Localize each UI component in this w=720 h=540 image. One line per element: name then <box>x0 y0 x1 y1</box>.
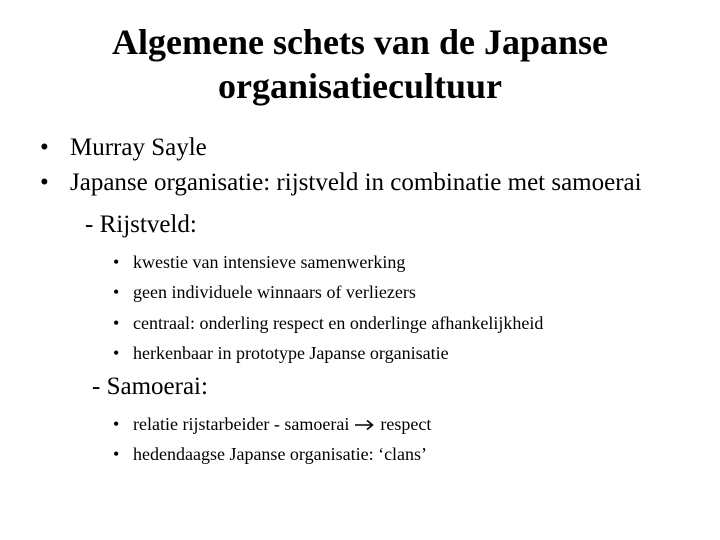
bullet-text: Murray Sayle <box>70 134 207 161</box>
slide-title-line-2: organisatiecultuur <box>218 66 502 106</box>
bullet-marker: • <box>113 444 120 464</box>
samoerai-heading: - Samoerai: <box>92 373 208 400</box>
bullet-item-japanse-organisatie <box>40 168 642 198</box>
bullet-item-murray-sayle <box>40 133 207 163</box>
rijstveld-item-text: geen individuele winnaars of verliezers <box>133 282 416 302</box>
bullet-marker: • <box>40 134 49 161</box>
bullet-marker: • <box>113 252 120 272</box>
rijstveld-item <box>113 280 416 304</box>
samoerai-item-text-before: relatie rijstarbeider - samoerai <box>133 414 350 434</box>
rijstveld-item-text: herkenbaar in prototype Japanse organisatie <box>133 343 449 363</box>
slide-title-line-1: Algemene schets van de Japanse <box>112 22 608 62</box>
rijstveld-item <box>113 250 405 274</box>
rijstveld-heading: - Rijstveld: <box>85 211 197 238</box>
bullet-marker: • <box>40 169 49 196</box>
samoerai-item-text: hedendaagse Japanse organisatie: ‘clans’ <box>133 444 428 464</box>
bullet-marker: • <box>113 282 120 302</box>
bullet-text: Japanse organisatie: rijstveld in combinatie met samoerai <box>70 169 642 196</box>
rijstveld-item <box>113 311 543 335</box>
bullet-marker: • <box>113 313 120 333</box>
rijstveld-item-text: centraal: onderling respect en onderlinge afhankelijkheid <box>133 313 544 333</box>
slide-title <box>0 20 720 108</box>
bullet-marker: • <box>113 343 120 363</box>
rijstveld-item-text: kwestie van intensieve samenwerking <box>133 252 406 272</box>
samoerai-item <box>113 442 427 466</box>
samoerai-item-text-after: respect <box>380 414 432 434</box>
samoerai-item <box>113 412 431 436</box>
rijstveld-item <box>113 341 449 365</box>
bullet-marker: • <box>113 414 120 434</box>
arrow-right-icon <box>354 413 376 425</box>
